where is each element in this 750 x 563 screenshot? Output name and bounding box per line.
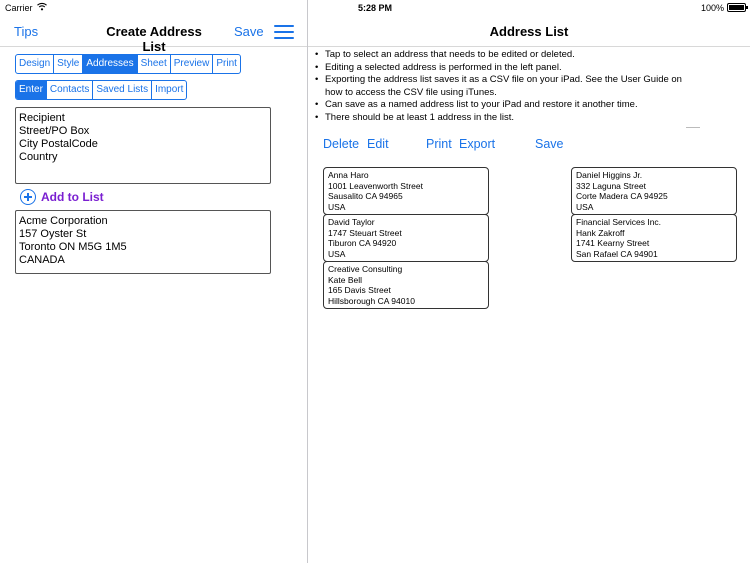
add-to-list-button[interactable] [20, 188, 104, 206]
address-card[interactable] [323, 214, 489, 262]
address-card[interactable] [323, 167, 489, 215]
address-line: 1747 Steuart Street [328, 227, 402, 238]
address-line: 1001 Leavenworth Street [328, 180, 423, 191]
main-tabs [15, 54, 241, 74]
edit-button[interactable]: Edit [367, 137, 389, 151]
address-line: 1741 Kearny Street [576, 238, 650, 248]
address-line: 165 Davis Street [328, 285, 391, 295]
tab-print[interactable]: Print [216, 58, 237, 69]
instruction-item: • Editing a selected address is performed in the left panel. [314, 62, 694, 75]
tab-addresses[interactable]: Addresses [83, 55, 137, 73]
scroll-indicator[interactable] [686, 127, 700, 128]
export-button[interactable]: Export [459, 137, 496, 151]
clock: 5:28 PM [357, 3, 392, 13]
address-line: Daniel Higgins Jr. [576, 170, 643, 180]
address-line: USA [576, 201, 594, 212]
instructions-list [314, 49, 694, 124]
address-line: Hank Zakroff [576, 227, 625, 238]
tab-style[interactable]: Style [54, 55, 83, 73]
subtab-enter[interactable]: Enter [16, 81, 47, 99]
address-line: Financial Services Inc. [576, 217, 662, 227]
print-button[interactable]: Print [426, 137, 452, 151]
address-line: David Taylor [328, 217, 375, 227]
address-line: Corte Madera CA 94925 [576, 191, 668, 201]
subtab-import[interactable]: Import [155, 84, 184, 95]
template-line: Country [19, 151, 58, 163]
add-circle-icon [20, 189, 36, 205]
address-card[interactable] [571, 214, 737, 262]
right-navbar [308, 15, 750, 47]
address-list-title: Address List [489, 24, 569, 39]
address-line: Anna Haro [328, 170, 369, 180]
address-card[interactable] [571, 167, 737, 215]
tab-preview[interactable]: Preview [171, 55, 214, 73]
address-line: Hillsborough CA 94010 [328, 295, 415, 306]
battery-icon [727, 3, 746, 12]
address-line: 332 Laguna Street [576, 180, 646, 191]
subtab-contacts[interactable]: Contacts [47, 81, 93, 99]
address-line: Sausalito CA 94965 [328, 191, 403, 201]
address-line: Tiburon CA 94920 [328, 238, 397, 248]
battery-percent: 100% [700, 3, 724, 13]
address-line: Kate Bell [328, 274, 363, 285]
carrier-label: Carrier [5, 3, 33, 13]
left-panel [0, 15, 307, 563]
address-line: USA [328, 201, 346, 212]
subtab-saved-lists[interactable]: Saved Lists [93, 81, 152, 99]
tab-sheet[interactable]: Sheet [138, 55, 171, 73]
address-line: San Rafael CA 94901 [576, 248, 658, 259]
save-list-button[interactable]: Save [535, 137, 564, 151]
instruction-item: • Can save as a named address list to your iPad and restore it another time. [314, 99, 694, 112]
address-card[interactable] [323, 261, 489, 309]
page-title: Create Address List [106, 24, 202, 54]
entry-line: 157 Oyster St [19, 228, 87, 240]
template-line: City PostalCode [19, 138, 98, 150]
add-to-list-label: Add to List [41, 190, 104, 204]
instruction-item: • There should be at least 1 address in the list. [314, 112, 694, 125]
save-button[interactable]: Save [234, 24, 264, 39]
instruction-item: • Exporting the address list saves it as a CSV file on your iPad. See the User Guide on how to access the CSV file using iTunes. [314, 74, 694, 99]
sub-tabs [15, 80, 187, 100]
entry-line: CANADA [19, 254, 65, 266]
address-template-field[interactable] [15, 107, 271, 184]
address-entry-field[interactable] [15, 210, 271, 274]
instruction-item: • Tap to select an address that needs to be edited or deleted. [314, 49, 694, 62]
delete-button[interactable]: Delete [323, 137, 360, 151]
address-line: USA [328, 248, 346, 259]
entry-line: Acme Corporation [19, 215, 108, 227]
tab-design[interactable]: Design [16, 55, 54, 73]
address-line: Creative Consulting [328, 264, 403, 274]
template-line: Recipient [19, 112, 65, 124]
menu-icon[interactable] [274, 25, 294, 39]
status-bar [0, 0, 750, 15]
tips-button[interactable]: Tips [14, 24, 39, 39]
left-navbar [0, 15, 307, 54]
right-panel [308, 15, 750, 563]
template-line: Street/PO Box [19, 125, 90, 137]
entry-line: Toronto ON M5G 1M5 [19, 241, 127, 253]
